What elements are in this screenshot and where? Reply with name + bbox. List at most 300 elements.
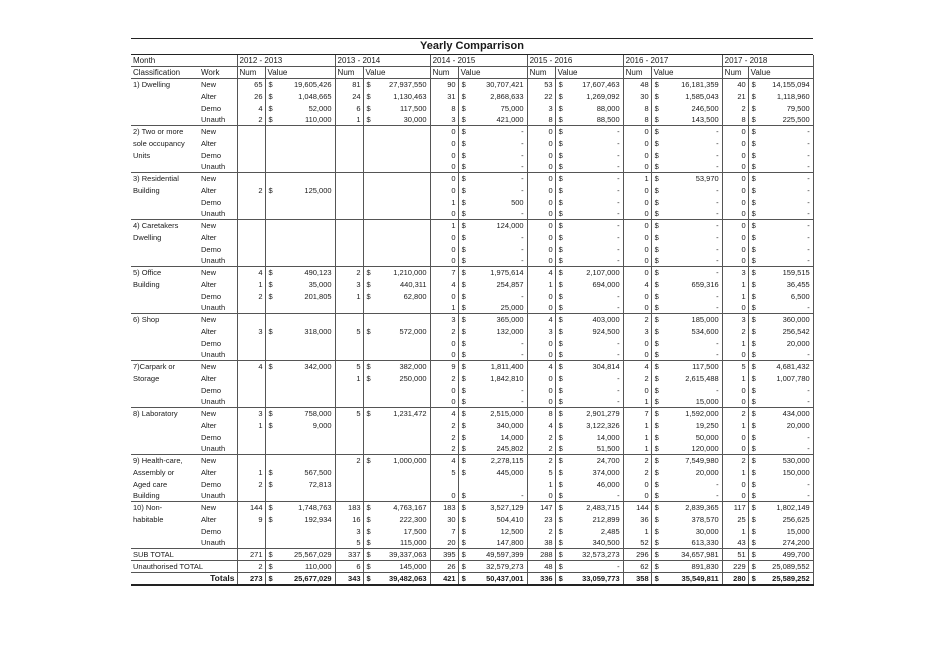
- num-cell: 2: [335, 267, 363, 279]
- currency-cell: $: [265, 361, 275, 373]
- value-cell: 318,000: [275, 326, 335, 338]
- value-cell: [275, 243, 335, 255]
- value-cell: 115,000: [373, 537, 430, 549]
- value-cell: 19,605,426: [275, 79, 335, 91]
- currency-cell: $: [651, 126, 661, 138]
- currency-cell: $: [558, 279, 563, 289]
- currency-cell: $: [751, 420, 756, 430]
- value-cell: 159,515: [758, 267, 813, 279]
- num-cell: 0: [430, 126, 458, 138]
- num-cell: 81: [335, 79, 363, 91]
- currency-cell: $: [654, 467, 659, 477]
- value-cell: 1,210,000: [373, 267, 430, 279]
- num-cell: 26: [430, 561, 458, 573]
- table-row: [131, 279, 813, 291]
- num-cell: 3: [237, 326, 265, 338]
- work-cell: Alter: [199, 467, 237, 479]
- num-cell: 2: [623, 373, 651, 385]
- classification-cell: [131, 349, 199, 361]
- currency-cell: [265, 455, 275, 467]
- num-cell: 43: [722, 537, 748, 549]
- num-cell: [237, 220, 265, 232]
- num-cell: 2: [722, 102, 748, 114]
- value-cell: -: [661, 337, 722, 349]
- currency-cell: [265, 196, 275, 208]
- currency-cell: $: [555, 126, 565, 138]
- value-cell: 2,615,488: [661, 373, 722, 385]
- work-cell: New: [199, 502, 237, 514]
- num-cell: 5: [722, 361, 748, 373]
- num-cell: 0: [430, 243, 458, 255]
- value-cell: -: [468, 232, 527, 244]
- num-cell: 0: [623, 302, 651, 314]
- num-cell: 1: [623, 420, 651, 432]
- classification-cell: [131, 302, 199, 314]
- currency-cell: $: [458, 502, 468, 514]
- num-cell: 2: [237, 290, 265, 302]
- num-cell: 2: [527, 455, 555, 467]
- value-cell: [275, 196, 335, 208]
- value-cell: 125,000: [275, 185, 335, 197]
- currency-cell: [363, 431, 373, 443]
- num-cell: 1: [527, 478, 555, 490]
- currency-cell: [458, 478, 468, 490]
- currency-cell: $: [461, 350, 466, 360]
- currency-cell: $: [268, 467, 273, 477]
- currency-cell: $: [268, 103, 273, 113]
- num-cell: 9: [430, 361, 458, 373]
- num-cell: 22: [527, 91, 555, 103]
- value-cell: [373, 243, 430, 255]
- value-cell: -: [758, 126, 813, 138]
- num-cell: 0: [623, 490, 651, 502]
- num-cell: 5: [335, 537, 363, 549]
- currency-cell: $: [265, 408, 275, 420]
- value-cell: 225,500: [758, 114, 813, 126]
- currency-cell: [363, 243, 373, 255]
- currency-cell: [265, 337, 275, 349]
- value-cell: 143,500: [661, 114, 722, 126]
- currency-cell: $: [558, 350, 563, 360]
- value-cell: 659,316: [661, 279, 722, 291]
- currency-cell: $: [461, 432, 466, 442]
- currency-cell: $: [363, 549, 373, 561]
- num-cell: [335, 349, 363, 361]
- work-cell: Alter: [199, 373, 237, 385]
- currency-cell: $: [651, 408, 661, 420]
- classification-cell: [131, 537, 199, 549]
- value-cell: [275, 525, 335, 537]
- num-cell: 51: [722, 549, 748, 561]
- table-row: [131, 196, 813, 208]
- num-cell: 20: [430, 537, 458, 549]
- currency-cell: [265, 149, 275, 161]
- num-cell: 337: [335, 549, 363, 561]
- work-cell: Unauth: [199, 208, 237, 220]
- currency-cell: [265, 126, 275, 138]
- num-cell: 0: [722, 396, 748, 408]
- value-cell: -: [565, 126, 623, 138]
- num-header: Num: [237, 67, 265, 79]
- value-cell: [373, 349, 430, 361]
- currency-cell: $: [751, 373, 756, 383]
- currency-cell: [265, 173, 275, 185]
- value-cell: -: [468, 185, 527, 197]
- currency-cell: $: [458, 173, 468, 185]
- value-cell: 32,573,273: [565, 549, 623, 561]
- currency-cell: $: [366, 291, 371, 301]
- value-cell: -: [758, 478, 813, 490]
- value-cell: -: [565, 161, 623, 173]
- currency-cell: [265, 232, 275, 244]
- table-row: [131, 490, 813, 502]
- value-cell: 17,607,463: [565, 79, 623, 91]
- value-header: Value: [555, 67, 623, 79]
- num-cell: 2: [527, 443, 555, 455]
- work-cell: Demo: [199, 337, 237, 349]
- value-cell: 192,934: [275, 514, 335, 526]
- value-cell: [275, 232, 335, 244]
- currency-cell: $: [748, 173, 758, 185]
- num-cell: 0: [623, 161, 651, 173]
- num-cell: [335, 208, 363, 220]
- num-cell: 0: [623, 232, 651, 244]
- num-cell: 2: [237, 114, 265, 126]
- value-cell: 374,000: [565, 467, 623, 479]
- currency-cell: $: [268, 291, 273, 301]
- value-cell: [275, 431, 335, 443]
- classification-cell: 10) Non-: [131, 502, 199, 514]
- num-cell: [335, 337, 363, 349]
- currency-cell: $: [555, 173, 565, 185]
- currency-cell: $: [751, 514, 756, 524]
- num-cell: 21: [722, 91, 748, 103]
- num-cell: [335, 161, 363, 173]
- totals-label: Totals: [131, 573, 237, 586]
- currency-cell: $: [458, 573, 468, 586]
- value-cell: 120,000: [661, 443, 722, 455]
- value-cell: 2,278,115: [468, 455, 527, 467]
- num-cell: 4: [623, 279, 651, 291]
- value-cell: [373, 443, 430, 455]
- currency-cell: $: [461, 197, 466, 207]
- currency-cell: $: [558, 138, 563, 148]
- num-cell: [237, 232, 265, 244]
- currency-cell: $: [366, 538, 371, 548]
- value-cell: [373, 220, 430, 232]
- num-cell: [335, 490, 363, 502]
- num-header: Num: [430, 67, 458, 79]
- value-cell: 891,830: [661, 561, 722, 573]
- value-cell: [275, 314, 335, 326]
- currency-cell: $: [558, 209, 563, 219]
- value-cell: -: [468, 149, 527, 161]
- num-cell: 4: [623, 361, 651, 373]
- year-header: 2013 - 2014: [335, 55, 430, 67]
- currency-cell: $: [461, 385, 466, 395]
- num-cell: 8: [623, 114, 651, 126]
- num-header: Num: [623, 67, 651, 79]
- currency-cell: $: [558, 91, 563, 101]
- value-cell: 378,570: [661, 514, 722, 526]
- num-cell: [237, 149, 265, 161]
- currency-cell: $: [654, 185, 659, 195]
- num-cell: 6: [335, 561, 363, 573]
- value-cell: -: [661, 149, 722, 161]
- value-cell: [373, 396, 430, 408]
- table-row: [131, 267, 813, 279]
- value-cell: 117,500: [373, 102, 430, 114]
- value-cell: 490,123: [275, 267, 335, 279]
- value-cell: 39,337,063: [373, 549, 430, 561]
- value-cell: 212,899: [565, 514, 623, 526]
- currency-cell: $: [461, 467, 466, 477]
- num-cell: [335, 443, 363, 455]
- value-cell: -: [758, 232, 813, 244]
- num-cell: 1: [335, 373, 363, 385]
- work-cell: Demo: [199, 149, 237, 161]
- table-row: [131, 326, 813, 338]
- currency-cell: [265, 161, 275, 173]
- value-cell: 6,500: [758, 290, 813, 302]
- currency-cell: $: [363, 361, 373, 373]
- value-cell: 340,000: [468, 420, 527, 432]
- num-header: Num: [335, 67, 363, 79]
- value-cell: [275, 161, 335, 173]
- currency-cell: $: [461, 209, 466, 219]
- currency-cell: $: [558, 491, 563, 501]
- num-cell: 1: [335, 114, 363, 126]
- classification-cell: habitable: [133, 514, 164, 524]
- value-cell: -: [661, 384, 722, 396]
- currency-cell: $: [654, 209, 659, 219]
- currency-cell: [265, 525, 275, 537]
- num-cell: [237, 373, 265, 385]
- value-cell: 1,000,000: [373, 455, 430, 467]
- value-cell: [373, 232, 430, 244]
- value-cell: -: [468, 255, 527, 267]
- num-cell: 0: [722, 443, 748, 455]
- num-cell: 358: [623, 573, 651, 586]
- num-cell: [237, 173, 265, 185]
- currency-cell: $: [748, 79, 758, 91]
- value-cell: 304,814: [565, 361, 623, 373]
- currency-cell: $: [654, 444, 659, 454]
- table-row: [131, 455, 813, 467]
- value-cell: -: [758, 302, 813, 314]
- classification-cell: [131, 525, 199, 537]
- value-cell: -: [468, 384, 527, 396]
- num-cell: [335, 314, 363, 326]
- num-cell: 3: [335, 279, 363, 291]
- num-cell: [335, 255, 363, 267]
- num-cell: 2: [430, 326, 458, 338]
- currency-cell: $: [461, 397, 466, 407]
- currency-cell: [265, 490, 275, 502]
- num-cell: 0: [527, 302, 555, 314]
- value-cell: [373, 255, 430, 267]
- num-cell: [237, 455, 265, 467]
- value-cell: 20,000: [758, 420, 813, 432]
- num-cell: [237, 255, 265, 267]
- table-row: [131, 208, 813, 220]
- currency-cell: $: [751, 197, 756, 207]
- currency-cell: [363, 208, 373, 220]
- classification-cell: 9) Health-care,: [131, 455, 199, 467]
- work-cell: Unauth: [199, 302, 237, 314]
- value-cell: [275, 349, 335, 361]
- currency-cell: $: [461, 420, 466, 430]
- classification-cell: [131, 114, 199, 126]
- value-cell: 88,000: [565, 102, 623, 114]
- currency-cell: $: [654, 150, 659, 160]
- num-cell: 1: [722, 467, 748, 479]
- currency-cell: $: [751, 91, 756, 101]
- work-cell: New: [199, 314, 237, 326]
- table-row: [131, 349, 813, 361]
- num-cell: 0: [722, 255, 748, 267]
- currency-cell: $: [265, 561, 275, 573]
- num-cell: 3: [335, 525, 363, 537]
- value-cell: 132,000: [468, 326, 527, 338]
- num-cell: 0: [722, 349, 748, 361]
- currency-cell: $: [751, 303, 756, 313]
- currency-cell: $: [751, 350, 756, 360]
- num-cell: 2: [237, 185, 265, 197]
- num-cell: 144: [623, 502, 651, 514]
- num-cell: 0: [527, 243, 555, 255]
- num-cell: 0: [722, 138, 748, 150]
- currency-cell: $: [654, 197, 659, 207]
- value-cell: -: [565, 290, 623, 302]
- num-cell: 0: [722, 490, 748, 502]
- num-cell: 0: [623, 185, 651, 197]
- num-cell: 0: [527, 126, 555, 138]
- num-cell: 336: [527, 573, 555, 586]
- currency-cell: $: [751, 244, 756, 254]
- currency-cell: $: [461, 514, 466, 524]
- currency-cell: $: [751, 467, 756, 477]
- currency-cell: $: [366, 115, 371, 125]
- num-cell: 3: [430, 314, 458, 326]
- value-cell: -: [661, 290, 722, 302]
- num-cell: 4: [237, 361, 265, 373]
- classification-cell: 3) Residential: [131, 173, 199, 185]
- value-cell: 53,970: [661, 173, 722, 185]
- currency-cell: $: [555, 79, 565, 91]
- currency-cell: $: [558, 162, 563, 172]
- value-cell: 150,000: [758, 467, 813, 479]
- currency-cell: $: [558, 232, 563, 242]
- num-cell: 4: [527, 361, 555, 373]
- num-cell: 0: [527, 349, 555, 361]
- currency-cell: $: [363, 408, 373, 420]
- value-cell: -: [565, 138, 623, 150]
- value-cell: -: [758, 196, 813, 208]
- value-cell: 342,000: [275, 361, 335, 373]
- value-cell: 20,000: [758, 337, 813, 349]
- value-cell: 110,000: [275, 561, 335, 573]
- table-row: [131, 173, 813, 185]
- num-cell: [335, 149, 363, 161]
- value-cell: -: [758, 443, 813, 455]
- value-cell: 185,000: [661, 314, 722, 326]
- value-cell: 499,700: [758, 549, 813, 561]
- classification-cell: [131, 384, 199, 396]
- value-cell: -: [565, 173, 623, 185]
- num-cell: 1: [623, 525, 651, 537]
- currency-cell: $: [458, 220, 468, 232]
- work-cell: Alter: [199, 232, 237, 244]
- currency-cell: $: [555, 361, 565, 373]
- currency-cell: $: [268, 115, 273, 125]
- num-cell: 30: [623, 91, 651, 103]
- num-cell: [430, 478, 458, 490]
- value-cell: [373, 138, 430, 150]
- value-cell: 758,000: [275, 408, 335, 420]
- value-cell: -: [468, 173, 527, 185]
- currency-cell: [265, 243, 275, 255]
- currency-cell: $: [265, 267, 275, 279]
- work-cell: Demo: [199, 478, 237, 490]
- value-cell: -: [758, 243, 813, 255]
- currency-cell: $: [654, 91, 659, 101]
- num-cell: [237, 314, 265, 326]
- value-cell: 145,000: [373, 561, 430, 573]
- currency-cell: $: [268, 479, 273, 489]
- currency-cell: $: [268, 326, 273, 336]
- comparison-table: [131, 55, 814, 586]
- currency-cell: $: [366, 103, 371, 113]
- currency-cell: $: [458, 561, 468, 573]
- value-cell: [275, 384, 335, 396]
- num-cell: 2: [527, 431, 555, 443]
- value-header: Value: [748, 67, 813, 79]
- value-cell: -: [661, 232, 722, 244]
- currency-cell: $: [366, 326, 371, 336]
- classification-cell: Assembly or: [133, 467, 175, 477]
- value-cell: 1,975,614: [468, 267, 527, 279]
- num-cell: 0: [722, 161, 748, 173]
- value-cell: 340,500: [565, 537, 623, 549]
- work-cell: Unauth: [199, 255, 237, 267]
- num-cell: 1: [722, 279, 748, 291]
- currency-cell: $: [555, 408, 565, 420]
- num-cell: 2: [237, 478, 265, 490]
- value-cell: 33,059,773: [565, 573, 623, 586]
- num-cell: 8: [722, 114, 748, 126]
- num-cell: 0: [527, 185, 555, 197]
- classification-cell: [131, 290, 199, 302]
- value-cell: 15,000: [661, 396, 722, 408]
- work-cell: Demo: [199, 525, 237, 537]
- currency-cell: $: [748, 408, 758, 420]
- num-cell: 0: [722, 302, 748, 314]
- classification-cell: 2) Two or more: [131, 126, 199, 138]
- value-cell: -: [468, 349, 527, 361]
- num-cell: 8: [430, 102, 458, 114]
- currency-cell: [363, 384, 373, 396]
- value-cell: 250,000: [373, 373, 430, 385]
- currency-cell: $: [748, 573, 758, 586]
- currency-cell: $: [265, 573, 275, 586]
- num-cell: 117: [722, 502, 748, 514]
- num-cell: 0: [527, 208, 555, 220]
- value-cell: [373, 208, 430, 220]
- value-cell: -: [468, 337, 527, 349]
- value-cell: 254,857: [468, 279, 527, 291]
- currency-cell: [363, 337, 373, 349]
